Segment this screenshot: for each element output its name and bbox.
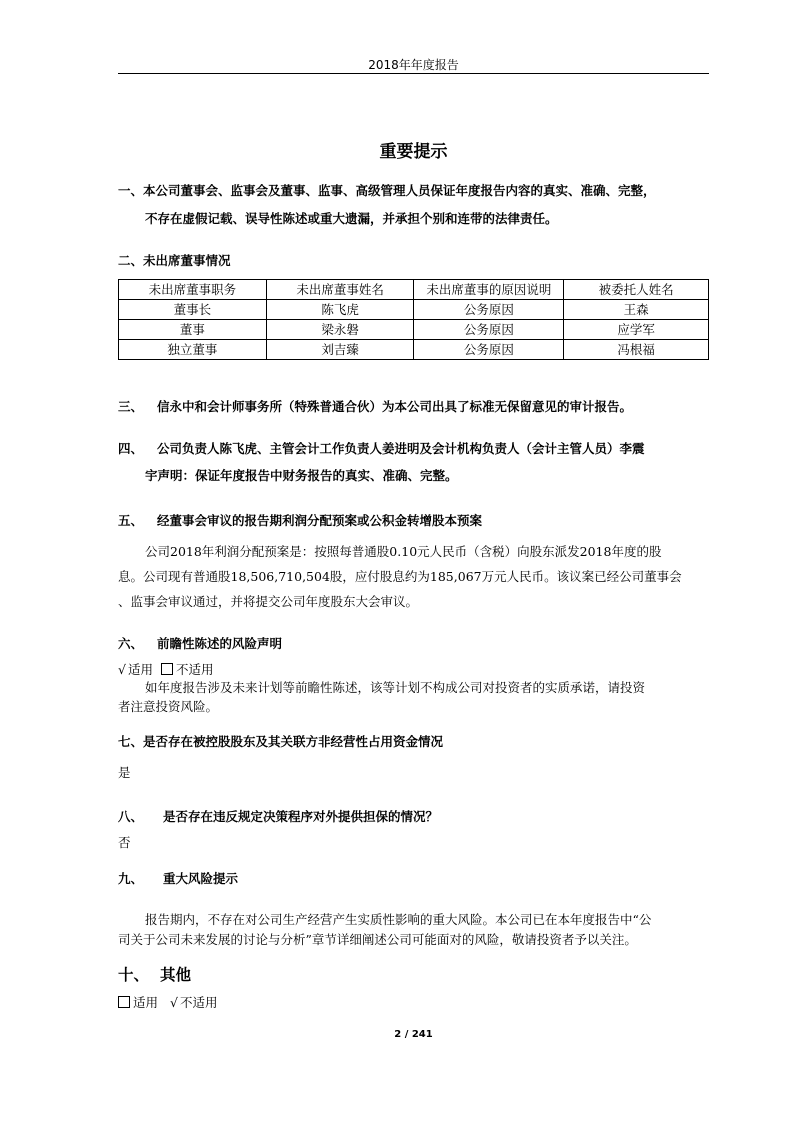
section-10-options <box>118 993 217 1011</box>
section-5-heading: 经董事会审议的报告期利润分配预案或公积金转增股本预案 <box>157 513 483 528</box>
section-2-heading: 二、未出席董事情况 <box>118 253 231 268</box>
table-header-cell: 被委托人姓名 <box>564 280 709 300</box>
absent-directors-table <box>118 279 709 360</box>
section-7-heading: 七、是否存在被控股股东及其关联方非经营性占用资金情况 <box>118 734 444 749</box>
table-header-row <box>119 280 709 300</box>
section-5-line1: 公司2018年利润分配预案是：按照每普通股0.10元人民币（含税）向股东派发2018年度的股 <box>145 544 662 559</box>
section-3-text: 信永中和会计师事务所（特殊普通合伙）为本公司出具了标准无保留意见的审计报告。 <box>157 399 633 414</box>
checkmark-icon: √ <box>118 662 126 677</box>
page-number: 2 / 241 <box>394 1029 433 1040</box>
section-10-number: 十、 <box>118 966 150 984</box>
option-applicable-label: 适用 <box>127 662 153 677</box>
section-9-number: 九、 <box>118 871 144 886</box>
section-1-line1: 一、本公司董事会、监事会及董事、监事、高级管理人员保证年度报告内容的真实、准确、完整， <box>118 183 656 198</box>
section-7-answer: 是 <box>118 765 131 780</box>
table-cell: 陈飞虎 <box>266 300 414 320</box>
table-cell: 董事长 <box>119 300 267 320</box>
section-8-answer: 否 <box>118 835 131 850</box>
checkmark-icon: √ <box>170 995 178 1010</box>
section-9-line1: 报告期内，不存在对公司生产经营产生实质性影响的重大风险。本公司已在本年度报告中“公 <box>145 912 652 927</box>
table-cell: 公务原因 <box>414 320 564 340</box>
page-header-title: 2018年年度报告 <box>368 58 459 72</box>
section-9-heading: 重大风险提示 <box>163 871 239 886</box>
option-applicable-label: 适用 <box>133 995 159 1010</box>
table-cell: 董事 <box>119 320 267 340</box>
table-cell: 独立董事 <box>119 340 267 360</box>
section-3-number: 三、 <box>118 399 144 414</box>
section-1-line2: 不存在虚假记载、误导性陈述或重大遗漏，并承担个别和连带的法律责任。 <box>145 211 558 226</box>
table-cell: 公务原因 <box>414 340 564 360</box>
section-5-number: 五、 <box>118 513 144 528</box>
table-cell: 应学军 <box>564 320 709 340</box>
section-9-line2: 司关于公司未来发展的讨论与分析”章节详细阐述公司可能面对的风险，敬请投资者予以关注。 <box>118 932 637 947</box>
section-10-heading: 其他 <box>160 966 192 984</box>
table-header-cell: 未出席董事的原因说明 <box>414 280 564 300</box>
header-divider <box>118 73 709 74</box>
section-5-line2: 息。公司现有普通股18,506,710,504股，应付股息约为185,067万元人民币。该议案已经公司董事会 <box>118 569 682 584</box>
section-6-line2: 者注意投资风险。 <box>118 699 219 714</box>
section-6-heading: 前瞻性陈述的风险声明 <box>157 636 283 651</box>
section-4-number: 四、 <box>118 441 144 456</box>
section-5-line3: 、监事会审议通过，并将提交公司年度股东大会审议。 <box>118 594 419 609</box>
section-4-line2: 宇声明：保证年度报告中财务报告的真实、准确、完整。 <box>145 468 458 483</box>
table-header-cell: 未出席董事职务 <box>119 280 267 300</box>
section-8-heading: 是否存在违反规定决策程序对外提供担保的情况？ <box>163 809 439 824</box>
section-6-line1: 如年度报告涉及未来计划等前瞻性陈述，该等计划不构成公司对投资者的实质承诺，请投资 <box>145 680 646 695</box>
section-4-line1: 公司负责人陈飞虎、主管会计工作负责人姜进明及会计机构负责人（会计主管人员）李震 <box>157 441 645 456</box>
table-row <box>119 320 709 340</box>
table-cell: 梁永磐 <box>266 320 414 340</box>
page-title: 重要提示 <box>379 142 448 162</box>
table-row <box>119 300 709 320</box>
section-6-options <box>118 660 213 678</box>
table-cell: 刘吉臻 <box>266 340 414 360</box>
table-cell: 王森 <box>564 300 709 320</box>
table-header-cell: 未出席董事姓名 <box>266 280 414 300</box>
section-6-number: 六、 <box>118 636 144 651</box>
checkbox-empty-icon <box>161 663 173 675</box>
table-row <box>119 340 709 360</box>
section-8-number: 八、 <box>118 809 144 824</box>
table-cell: 冯根福 <box>564 340 709 360</box>
option-not-applicable-label: 不适用 <box>179 995 218 1010</box>
table-cell: 公务原因 <box>414 300 564 320</box>
checkbox-empty-icon <box>118 996 130 1008</box>
option-not-applicable-label: 不适用 <box>175 662 214 677</box>
